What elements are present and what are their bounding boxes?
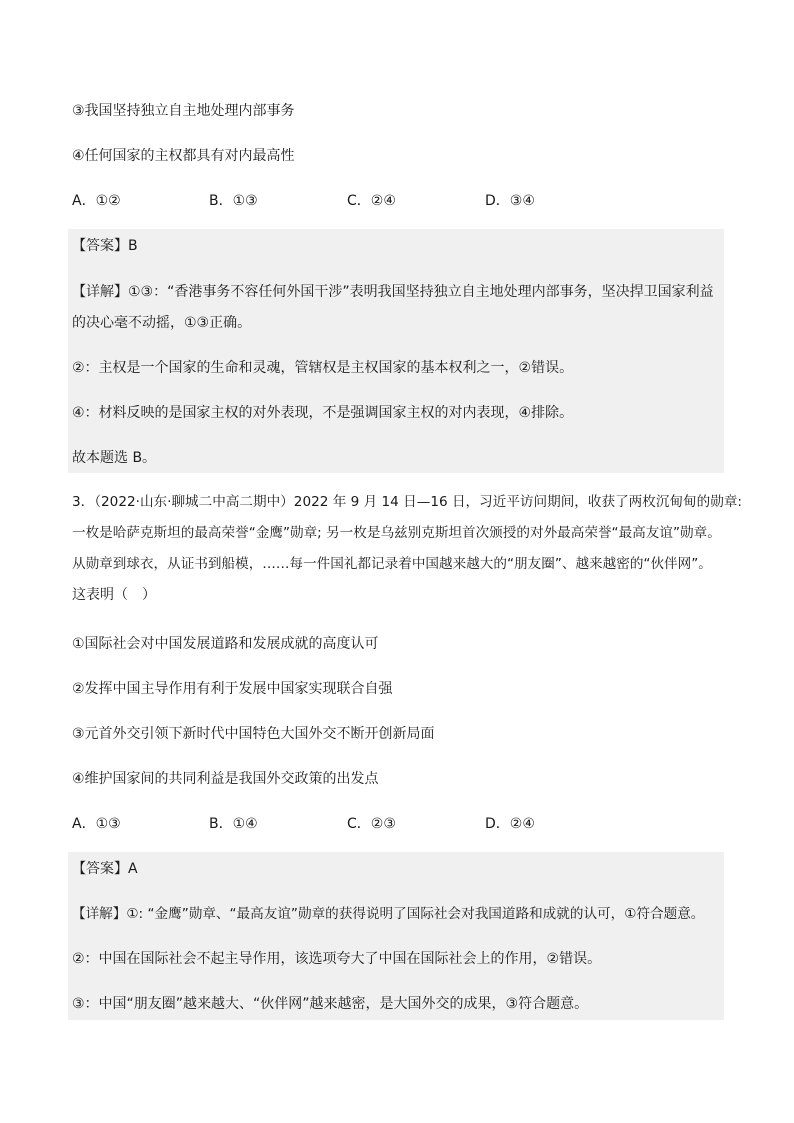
q2-conclusion: 故本题选 B。 [72,450,157,466]
q3-explanation-line-3: ③：中国“朋友圈”越来越大、“伙伴网”越来越密，是大国外交的成果，③符合题意。 [72,996,589,1012]
q3-item-1: ①国际社会对中国发展道路和发展成就的高度认可 [72,636,379,652]
q3-item-4: ④维护国家间的共同利益是我国外交政策的出发点 [72,771,379,787]
q3-stem-line-2: 一枚是哈萨克斯坦的最高荣誉“金鹰”勋章; 另一枚是乌兹别克斯坦首次颁授的对外最高荣誉“最高友谊”勋章。 [72,525,721,541]
q2-explanation-line-3: ②：主权是一个国家的生命和灵魂，管辖权是主权国家的基本权利之一，②错误。 [72,360,574,376]
q2-item-4: ④任何国家的主权都具有对内最高性 [72,148,295,164]
q2-explanation-line-4: ④：材料反映的是国家主权的对外表现，不是强调国家主权的对内表现，④排除。 [72,405,574,421]
q3-explanation-line-2: ②：中国在国际社会不起主导作用，该选项夸大了中国在国际社会上的作用，②错误。 [72,951,602,967]
q2-answer: 【答案】B [72,238,138,254]
q2-answer-box [68,229,724,473]
q2-option-b: B．①③ [209,193,258,209]
q3-stem-line-1: 3．（2022·山东·聊城二中高二期中）2022 年 9 月 14 日—16 日，习近平访问期间，收获了两枚沉甸甸的勋章: [72,494,742,510]
q2-explanation-line-2: 的决心毫不动摇，①③正确。 [72,315,252,331]
q3-option-c: C．②③ [347,816,396,832]
q2-item-3: ③我国坚持独立自主地处理内部事务 [72,103,295,119]
q3-stem-line-3: 从勋章到球衣，从证书到船模，……每一件国礼都记录着中国越来越大的“朋友圈”、越来越密的“伙伴网”。 [72,556,712,572]
q3-answer-box [68,852,724,1020]
q3-answer: 【答案】A [72,861,138,877]
q2-option-a: A．①② [72,193,121,209]
q3-option-b: B．①④ [209,816,258,832]
q3-option-d: D．②④ [485,816,535,832]
q3-item-3: ③元首外交引领下新时代中国特色大国外交不断开创新局面 [72,726,435,742]
q3-option-a: A．①③ [72,816,121,832]
q2-option-d: D．③④ [485,193,535,209]
q2-option-c: C．②④ [347,193,396,209]
q3-stem-line-4: 这表明（ ） [72,587,156,603]
q2-explanation-line-1: 【详解】①③：“香港事务不容任何外国干涉”表明我国坚持独立自主地处理内部事务，坚决捍卫国家利益 [72,284,714,300]
q3-explanation-line-1: 【详解】①: “金鹰”勋章、“最高友谊”勋章的获得说明了国际社会对我国道路和成就的认可，①符合题意。 [72,906,705,922]
q3-item-2: ②发挥中国主导作用有利于发展中国家实现联合自强 [72,681,393,697]
